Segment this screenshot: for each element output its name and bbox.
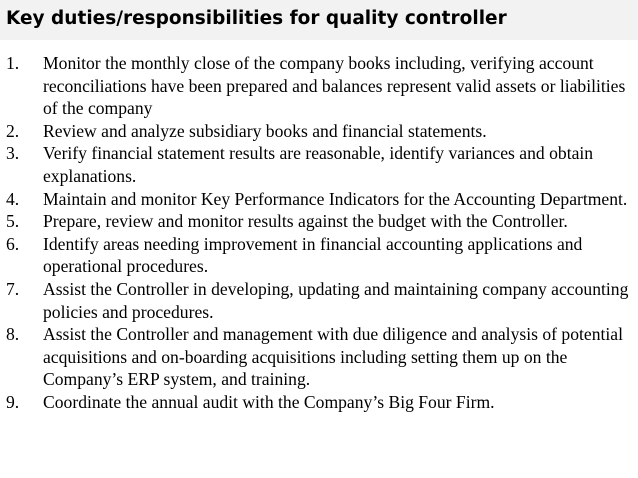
list-item-5 [0, 210, 630, 233]
item-number: 1. [6, 53, 20, 73]
list-item-9 [0, 391, 630, 414]
list-item-7 [0, 278, 630, 323]
item-number: 3. [6, 143, 20, 164]
item-number: 4. [6, 188, 20, 209]
list-item-6 [0, 233, 630, 278]
item-text: Verify financial statement results are reasonable, identify variances and obtain explanations. [43, 143, 594, 186]
item-text: Prepare, review and monitor results against the budget with the Controller. [43, 211, 568, 232]
item-text: Monitor the monthly close of the company books including, verifying account reconciliations have been prepared and balances represent valid assets or liabilities of the company [43, 53, 626, 119]
item-text: Review and analyze subsidiary books and financial statements. [43, 120, 487, 141]
item-text: Assist the Controller and management with due diligence and analysis of potential acquisitions and on-boarding acquisitions including setting them up on the Company’s ERP system, and training. [43, 324, 623, 390]
list-item-8 [0, 323, 630, 391]
item-text: Maintain and monitor Key Performance Indicators for the Accounting Department. [43, 188, 628, 209]
item-number: 8. [6, 324, 20, 345]
item-number: 9. [6, 391, 20, 412]
duties-list [0, 52, 630, 414]
item-number: 5. [6, 211, 20, 232]
item-text: Coordinate the annual audit with the Company’s Big Four Firm. [43, 391, 495, 412]
list-item-3 [0, 142, 630, 187]
list-item-2 [0, 120, 630, 143]
item-text: Assist the Controller in developing, updating and maintaining company accounting policies and procedures. [43, 278, 629, 322]
item-number: 7. [6, 278, 20, 299]
list-item-1 [0, 52, 630, 120]
list-item-4 [0, 188, 630, 211]
item-number: 2. [6, 120, 20, 141]
item-number: 6. [6, 233, 20, 254]
item-text: Identify areas needing improvement in financial accounting applications and operational procedures. [43, 233, 583, 277]
title-bar [0, 0, 638, 40]
page-title: Key duties/responsibilities for quality controller [6, 8, 507, 29]
